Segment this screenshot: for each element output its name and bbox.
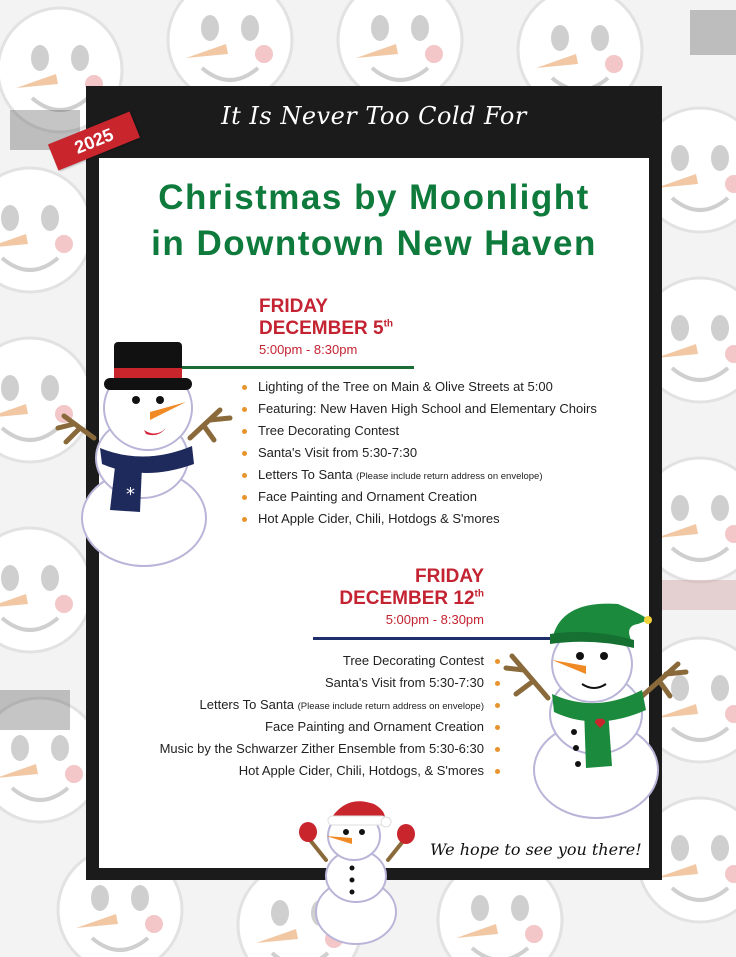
list-item: Santa's Visit from 5:30-7:30 bbox=[242, 443, 597, 465]
event2-date: DECEMBER 12th bbox=[339, 588, 484, 609]
list-item: Letters To Santa (Please include return address on envelope) bbox=[242, 465, 597, 487]
event1-day: FRIDAY bbox=[259, 296, 328, 317]
list-item: Face Painting and Ornament Creation bbox=[242, 487, 597, 509]
svg-text:*: * bbox=[126, 484, 135, 505]
event-title-line-2: in Downtown New Haven bbox=[151, 224, 597, 263]
event1-list bbox=[242, 377, 597, 531]
closing-message: We hope to see you there! bbox=[430, 840, 642, 859]
tagline: It Is Never Too Cold For bbox=[221, 102, 527, 130]
event2-list bbox=[110, 651, 500, 783]
event2-day: FRIDAY bbox=[415, 566, 484, 587]
list-item: Letters To Santa (Please include return address on envelope) bbox=[110, 695, 500, 717]
list-item: Hot Apple Cider, Chili, Hotdogs, & S'mores bbox=[110, 761, 500, 783]
event-title-line-1: Christmas by Moonlight bbox=[158, 178, 590, 217]
list-item: Face Painting and Ornament Creation bbox=[110, 717, 500, 739]
list-item: Lighting of the Tree on Main & Olive Streets at 5:00 bbox=[242, 377, 597, 399]
list-item: Tree Decorating Contest bbox=[110, 651, 500, 673]
event1-date: DECEMBER 5th bbox=[259, 318, 394, 339]
year-badge: 2025 bbox=[48, 112, 140, 171]
event2-time: 5:00pm - 8:30pm bbox=[385, 612, 484, 627]
top-hat-snowman-illustration bbox=[44, 338, 244, 570]
list-item: Music by the Schwarzer Zither Ensemble from 5:30-6:30 bbox=[110, 739, 500, 761]
event1-time: 5:00pm - 8:30pm bbox=[259, 342, 358, 357]
green-hat-snowman-illustration bbox=[500, 598, 690, 822]
list-item: Featuring: New Haven High School and Elementary Choirs bbox=[242, 399, 597, 421]
list-item: Tree Decorating Contest bbox=[242, 421, 597, 443]
list-item: Santa's Visit from 5:30-7:30 bbox=[110, 673, 500, 695]
santa-hat-snowman-illustration bbox=[296, 796, 422, 946]
list-item: Hot Apple Cider, Chili, Hotdogs & S'mores bbox=[242, 509, 597, 531]
